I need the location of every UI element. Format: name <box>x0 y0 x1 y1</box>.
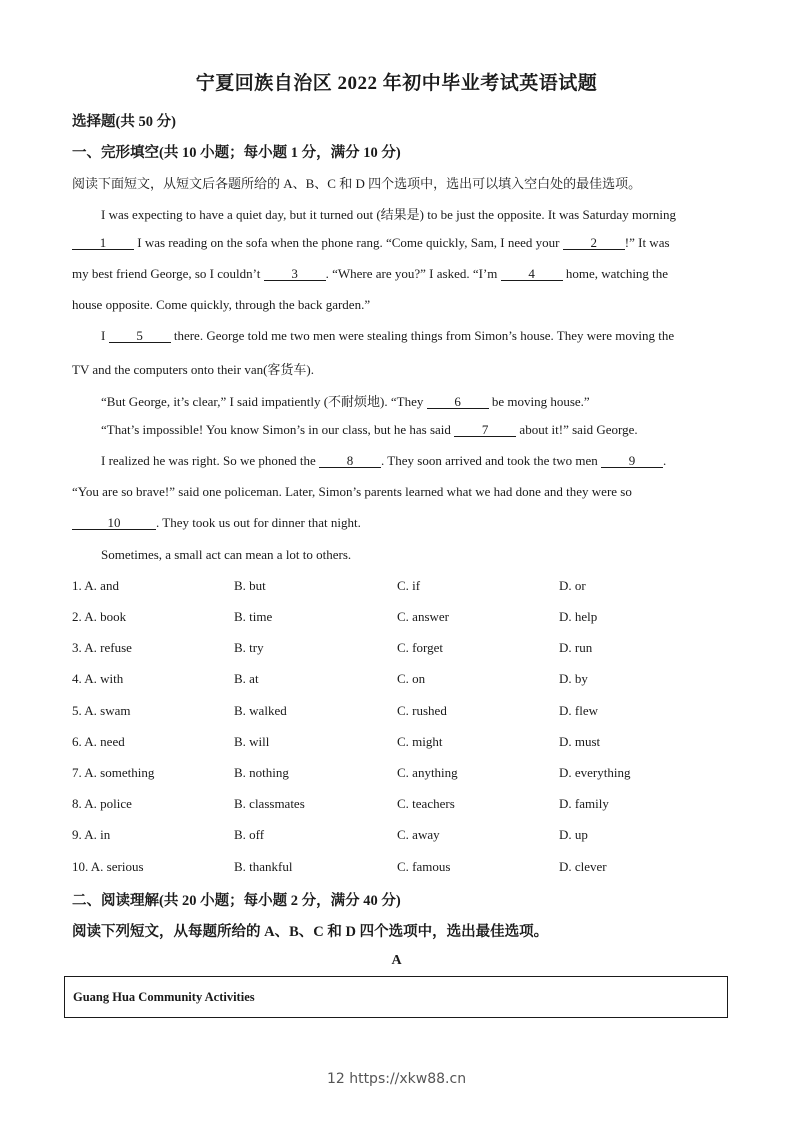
question-options <box>72 734 722 750</box>
part2-instruction: 阅读下列短文，从每题所给的 A、B、C 和 D 四个选项中，选出最佳选项。 <box>72 924 549 940</box>
part1-heading: 一、完形填空(共 10 小题；每小题 1 分，满分 10 分) <box>72 145 401 161</box>
option-c: C. anything <box>397 765 458 780</box>
part2-heading: 二、阅读理解(共 20 小题；每小题 2 分，满分 40 分) <box>72 893 401 909</box>
activities-table <box>64 976 728 1018</box>
option-d: D. must <box>559 734 601 749</box>
blank-1: 1 <box>72 236 134 250</box>
option-b: B. at <box>234 671 259 686</box>
passage-line <box>101 453 751 469</box>
passage-line <box>72 359 722 378</box>
blank-5: 5 <box>109 329 171 343</box>
question-options <box>72 859 722 875</box>
option-d: D. flew <box>559 703 598 718</box>
option-a: 6. A. need <box>72 734 125 749</box>
question-options <box>72 765 722 781</box>
option-b: B. thankful <box>234 859 293 874</box>
option-a: 8. A. police <box>72 796 132 811</box>
option-c: C. answer <box>397 609 449 624</box>
passage-line <box>72 266 722 282</box>
blank-10: 10 <box>72 516 156 530</box>
passage-text: Sometimes, a small act can mean a lot to others. <box>101 547 352 562</box>
option-d: D. run <box>559 640 593 655</box>
option-d: D. everything <box>559 765 631 780</box>
option-d: D. or <box>559 578 586 593</box>
passage-line <box>101 547 751 563</box>
option-a: 9. A. in <box>72 827 111 842</box>
option-d: D. help <box>559 609 598 624</box>
option-c: C. if <box>397 578 421 593</box>
passage-text: . “Where are you?” I asked. “I’m <box>325 266 501 281</box>
passage-text: “That’s impossible! You know Simon’s in our class, but he has said <box>101 422 455 437</box>
blank-7: 7 <box>454 423 516 437</box>
option-a: 3. A. refuse <box>72 640 132 655</box>
option-a: 10. A. serious <box>72 859 144 874</box>
page-footer: 12 https://xkw88.cn <box>326 1071 467 1087</box>
passage-text: “You are so brave!” said one policeman. Later, Simon’s parents learned what we had done and they were so <box>72 484 632 499</box>
option-c: C. away <box>397 827 440 842</box>
part1-instruction: 阅读下面短文，从短文后各题所给的 A、B、C 和 D 四个选项中，选出可以填入空白处的最佳选项。 <box>72 176 642 191</box>
option-d: D. clever <box>559 859 607 874</box>
blank-3: 3 <box>264 267 326 281</box>
option-a: 2. A. book <box>72 609 127 624</box>
passage-line <box>72 484 722 500</box>
question-options <box>72 609 722 625</box>
passage-text: . They soon arrived and took the two men <box>381 453 602 468</box>
option-b: B. but <box>234 578 266 593</box>
option-c: C. on <box>397 671 426 686</box>
blank-6: 6 <box>427 395 489 409</box>
passage-line <box>72 235 722 251</box>
passage-text: there. George told me two men were stealing things from Simon’s house. They were moving the <box>170 328 675 343</box>
option-a: 7. A. something <box>72 765 155 780</box>
passage-text: . <box>663 453 667 468</box>
blank-9: 9 <box>601 454 663 468</box>
question-options <box>72 671 722 687</box>
option-b: B. walked <box>234 703 287 718</box>
question-options <box>72 640 722 656</box>
passage-line <box>101 422 751 438</box>
question-options <box>72 827 722 843</box>
option-c: C. rushed <box>397 703 447 718</box>
table-title: Guang Hua Community Activities <box>73 990 255 1004</box>
passage-text: I realized he was right. So we phoned the <box>101 453 320 468</box>
passage-line <box>72 515 722 531</box>
blank-4: 4 <box>501 267 563 281</box>
blank-8: 8 <box>319 454 381 468</box>
option-c: C. forget <box>397 640 443 655</box>
passage-label: A <box>391 953 402 968</box>
option-b: B. off <box>234 827 265 842</box>
passage-text: home, watching the <box>562 266 669 281</box>
option-a: 1. A. and <box>72 578 119 593</box>
option-c: C. famous <box>397 859 451 874</box>
passage-text: house opposite. Come quickly, through the back garden.” <box>72 297 371 312</box>
passage-text: my best friend George, so I couldn’t <box>72 266 264 281</box>
option-a: 5. A. swam <box>72 703 131 718</box>
passage-text: about it!” said George. <box>516 422 638 437</box>
section-choice-heading: 选择题(共 50 分) <box>72 114 176 130</box>
option-d: D. family <box>559 796 609 811</box>
exam-title: 宁夏回族自治区 2022 年初中毕业考试英语试题 <box>195 73 598 94</box>
option-b: B. will <box>234 734 270 749</box>
option-c: C. might <box>397 734 443 749</box>
option-b: B. classmates <box>234 796 305 811</box>
question-options <box>72 796 722 812</box>
passage-text: “But George, it’s clear,” I said impatiently (不耐烦地). “They <box>101 394 427 409</box>
question-options <box>72 578 722 594</box>
option-b: B. nothing <box>234 765 289 780</box>
passage-line <box>72 297 722 313</box>
option-d: D. up <box>559 827 588 842</box>
passage-line <box>101 391 751 410</box>
passage-text: I was reading on the sofa when the phone rang. “Come quickly, Sam, I need your <box>134 235 563 250</box>
option-d: D. by <box>559 671 588 686</box>
passage-line <box>101 204 751 223</box>
passage-text: I was expecting to have a quiet day, but it turned out (结果是) to be just the opposite. It was Saturday morning <box>101 207 677 222</box>
option-b: B. try <box>234 640 264 655</box>
option-b: B. time <box>234 609 273 624</box>
passage-text: TV and the computers onto their van(客货车). <box>72 362 315 377</box>
option-c: C. teachers <box>397 796 455 811</box>
passage-text: be moving house.” <box>488 394 590 409</box>
blank-2: 2 <box>563 236 625 250</box>
passage-text: !” It was <box>624 235 670 250</box>
passage-line <box>101 328 751 344</box>
question-options <box>72 703 722 719</box>
option-a: 4. A. with <box>72 671 124 686</box>
passage-text: I <box>101 328 109 343</box>
passage-text: . They took us out for dinner that night. <box>156 515 361 530</box>
